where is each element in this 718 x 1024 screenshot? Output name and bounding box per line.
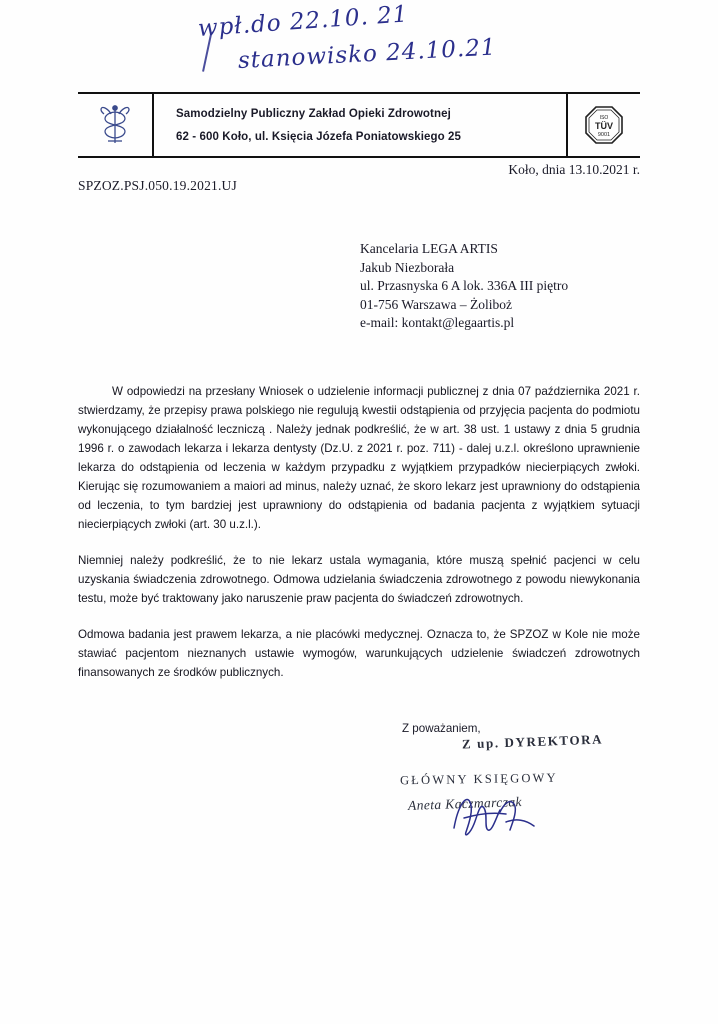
stamp-line-director: Z up. DYREKTORA <box>461 731 604 752</box>
organization-name: Samodzielny Publiczny Zakład Opieki Zdrowotnej <box>176 107 451 120</box>
letterhead <box>78 92 640 158</box>
svg-text:TÜV: TÜV <box>595 121 613 131</box>
stamp-line-name: Aneta Kaczmarczak <box>407 794 523 813</box>
addressee-line-4: 01-756 Warszawa – Żoliboż <box>360 296 512 312</box>
handwritten-note-2: stanowisko 24.10.21 <box>237 34 498 74</box>
addressee-email: e-mail: kontakt@legaartis.pl <box>360 315 515 330</box>
letterhead-text <box>154 94 566 156</box>
body-paragraph-2: Niemniej należy podkreślić, że to nie lekarz ustala wymagania, które muszą spełnić pacjenci w celu uzyskania świadczenia zdrowotnego. Odmowa udzielania świadczenia zdrowotnego z powodu niewykonania testu, może być traktowany jako naruszenie praw pacjenta do świadczeń zdrowotnych. <box>78 554 640 605</box>
letter-body <box>78 382 640 699</box>
body-paragraph-3: Odmowa badania jest prawem lekarza, a nie placówki medycznej. Oznacza to, że SPZOZ w Kole nie może stawiać pacjentom nieznanych ustawie wymogów, warunkujących udzielenie świadczeń zdrowotnych finansowanych ze środków publicznych. <box>78 628 640 679</box>
body-paragraph-1: W odpowiedzi na przesłany Wniosek o udzielenie informacji publicznej z dnia 07 października 2021 r. stwierdzamy, że przepisy prawa polskiego nie regulują kwestii odstąpienia od przyjęcia pacjenta do podmiotu wykonującego działalność leczniczą . Należy jednak podkreślić, że w art. 38 ust. 1 ustawy z dnia 5 grudnia 1996 r. o zawodach lekarza i lekarza dentysty (Dz.U. z 2021 r. poz. 711) - dalej u.z.l. określono uprawnienie lekarza do odstąpienia od leczenia w każdym przypadku z wyjątkiem przypadków niecierpiących zwłoki. Kierując się rozumowaniem a maiori ad minus, należy uznać, że skoro lekarz jest uprawniony do odstąpienia od leczenia, to tym bardziej jest uprawniony do odstąpienia od badania pacjenta z wyjątkiem sytuacji niecierpiących zwłoki (art. 30 u.z.l.). <box>78 385 640 531</box>
addressee-line-1: Kancelaria LEGA ARTIS <box>360 241 498 256</box>
signature-stamp-block <box>399 731 630 820</box>
svg-text:ISO: ISO <box>599 115 609 121</box>
caduceus-icon <box>78 94 154 156</box>
handwritten-note-1: wpł.do 22.10. 21 <box>197 1 410 42</box>
place-and-date: Koło, dnia 13.10.2021 r. <box>508 162 640 177</box>
svg-text:9001: 9001 <box>597 132 611 138</box>
reference-number: SPZOZ.PSJ.050.19.2021.UJ <box>78 178 237 193</box>
addressee-line-3: ul. Przasnyska 6 A lok. 336A III piętro <box>360 278 569 293</box>
tuv-certificate-icon <box>566 94 640 156</box>
addressee-block <box>360 240 568 333</box>
addressee-line-2: Jakub Niezborała <box>360 259 455 275</box>
stamp-line-position: GŁÓWNY KSIĘGOWY <box>399 770 558 788</box>
organization-address: 62 - 600 Koło, ul. Księcia Józefa Poniatowskiego 25 <box>176 130 462 143</box>
closing-salutation: Z poważaniem, <box>402 722 481 735</box>
